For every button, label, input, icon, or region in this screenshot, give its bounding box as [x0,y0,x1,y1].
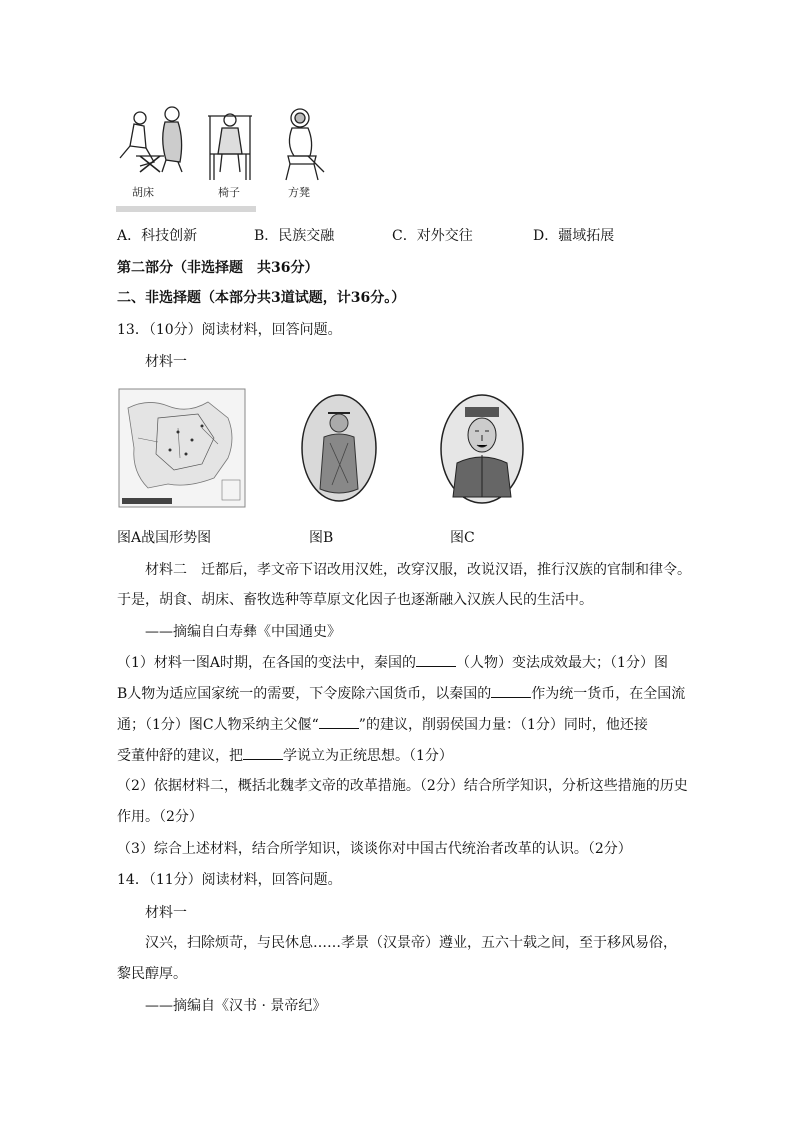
q13-sub1-line3 [117,714,648,735]
q13-material2-source: ——摘编自白寿彝《中国通史》 [145,624,341,640]
q13-material2-line1: 材料二 迁都后，孝文帝下诏改用汉姓，改穿汉服，改说汉语，推行汉族的官制和律令。 [145,562,691,578]
q13-sub2-line1: （2）依据材料二，概括北魏孝文帝的改革措施。（2分）结合所学知识，分析这些措施的历史 [117,778,688,794]
answer-blank-decree[interactable] [319,714,359,729]
furniture-figure [110,100,340,212]
q13-sub1-d1: 受董仲舒的建议，把 [117,748,243,764]
caption-figure-c: 图C [450,530,475,546]
q13-material1-label: 材料一 [145,354,187,370]
part2-title: 第二部分（非选择题 共36分） [117,260,319,276]
answer-blank-currency[interactable] [491,683,531,698]
section2-title: 二、非选择题（本部分共3道试题，计36分。） [117,290,406,306]
q14-stem: 14．（11分）阅读材料，回答问题。 [117,872,342,888]
caption-figure-a: 图A战国形势图 [117,530,212,546]
q13-stem: 13．（10分）阅读材料，回答问题。 [117,322,342,338]
q13-sub1-line2 [117,683,685,704]
q13-sub1-d2: 学说立为正统思想。（1分） [283,748,453,764]
q14-material1-source: ——摘编自《汉书 · 景帝纪》 [145,998,327,1014]
q14-material1-line1: 汉兴，扫除烦苛，与民休息……孝景（汉景帝）遵业，五六十载之间，至于移风易俗， [145,935,677,951]
q13-sub1-line4 [117,745,453,766]
chair-illustration [208,114,252,180]
option-a: A．科技创新 [117,228,198,244]
q13-sub1-a2: （人物）变法成效最大；（1分）图 [456,655,668,671]
q13-sub1-c2: ”的建议，削弱侯国力量：（1分）同时，他还接 [358,717,648,733]
q13-sub2-line2: 作用。（2分） [117,809,203,825]
option-d: D．疆域拓展 [533,228,615,244]
q14-material1-line2: 黎民醇厚。 [117,966,187,982]
q13-sub1-b2: 作为统一货币，在全国流 [531,686,686,702]
caption-figure-b: 图B [309,530,334,546]
q13-sub1-b1: B人物为适应国家统一的需要，下令废除六国货币，以秦国的 [117,686,492,702]
q13-sub1-c1: 通；（1分）图C人物采纳主父偃“ [117,717,319,733]
portrait-han-wudi [439,393,525,505]
huchuang-illustration [120,107,182,172]
label-huchuang: 胡床 [132,186,154,199]
q13-material2-line2: 于是，胡食、胡床、畜牧选种等草原文化因子也逐渐融入汉族人民的生活中。 [117,592,593,608]
answer-blank-doctrine[interactable] [243,745,283,760]
q13-sub1-a1: （1）材料一图A时期，在各国的变法中，秦国的 [117,655,417,671]
q13-sub1-line1 [117,652,668,673]
q14-material1-label: 材料一 [145,905,187,921]
portrait-qin-shihuang [300,393,378,503]
option-b: B．民族交融 [254,228,335,244]
label-stool: 方凳 [288,186,310,199]
label-chair: 椅子 [218,186,240,199]
map-warring-states [118,388,246,508]
option-c: C．对外交往 [392,228,473,244]
q13-sub3: （3）综合上述材料，结合所学知识，谈谈你对中国古代统治者改革的认识。（2分） [117,841,632,857]
answer-blank-reformer[interactable] [416,652,456,667]
stool-illustration [286,109,324,180]
